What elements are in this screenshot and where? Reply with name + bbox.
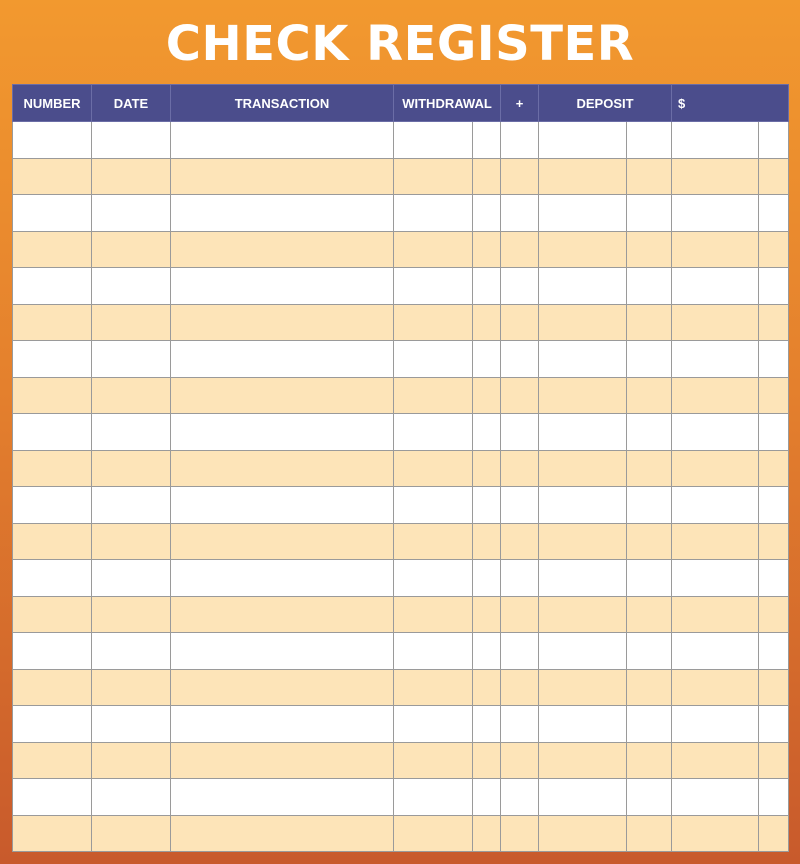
deposit-cents-cell[interactable]: [627, 596, 672, 633]
withdrawal-dollars-cell[interactable]: [394, 341, 473, 378]
balance-cents-cell[interactable]: [759, 633, 789, 670]
date-cell[interactable]: [92, 341, 171, 378]
transaction-cell[interactable]: [171, 487, 394, 524]
balance-dollars-cell[interactable]: [672, 742, 759, 779]
withdrawal-cents-cell[interactable]: [473, 158, 501, 195]
balance-cents-cell[interactable]: [759, 158, 789, 195]
plus-cell[interactable]: [501, 122, 539, 159]
deposit-dollars-cell[interactable]: [539, 195, 627, 232]
deposit-cents-cell[interactable]: [627, 779, 672, 816]
deposit-cents-cell[interactable]: [627, 633, 672, 670]
deposit-dollars-cell[interactable]: [539, 377, 627, 414]
plus-cell[interactable]: [501, 304, 539, 341]
register-row: [13, 158, 789, 195]
date-cell[interactable]: [92, 304, 171, 341]
withdrawal-dollars-cell[interactable]: [394, 377, 473, 414]
number-cell[interactable]: [13, 779, 92, 816]
check-register-table: [12, 84, 789, 852]
date-cell[interactable]: [92, 523, 171, 560]
plus-cell[interactable]: [501, 706, 539, 743]
register-row: [13, 742, 789, 779]
deposit-dollars-cell[interactable]: [539, 560, 627, 597]
register-row: [13, 341, 789, 378]
balance-cents-cell[interactable]: [759, 195, 789, 232]
number-cell[interactable]: [13, 706, 92, 743]
balance-dollars-cell[interactable]: [672, 158, 759, 195]
balance-dollars-cell[interactable]: [672, 779, 759, 816]
deposit-dollars-cell[interactable]: [539, 815, 627, 852]
date-cell[interactable]: [92, 487, 171, 524]
number-cell[interactable]: [13, 195, 92, 232]
number-cell[interactable]: [13, 158, 92, 195]
date-cell[interactable]: [92, 414, 171, 451]
balance-cents-cell[interactable]: [759, 450, 789, 487]
withdrawal-cents-cell[interactable]: [473, 231, 501, 268]
number-cell[interactable]: [13, 742, 92, 779]
register-row: [13, 195, 789, 232]
number-cell[interactable]: [13, 669, 92, 706]
number-cell[interactable]: [13, 304, 92, 341]
transaction-cell[interactable]: [171, 779, 394, 816]
withdrawal-cents-cell[interactable]: [473, 195, 501, 232]
register-row: [13, 377, 789, 414]
balance-dollars-cell[interactable]: [672, 195, 759, 232]
balance-dollars-cell[interactable]: [672, 633, 759, 670]
deposit-cents-cell[interactable]: [627, 706, 672, 743]
balance-cents-cell[interactable]: [759, 523, 789, 560]
deposit-dollars-cell[interactable]: [539, 706, 627, 743]
withdrawal-dollars-cell[interactable]: [394, 669, 473, 706]
number-cell[interactable]: [13, 450, 92, 487]
number-cell[interactable]: [13, 414, 92, 451]
transaction-cell[interactable]: [171, 122, 394, 159]
withdrawal-cents-cell[interactable]: [473, 742, 501, 779]
register-row: [13, 231, 789, 268]
deposit-cents-cell[interactable]: [627, 377, 672, 414]
deposit-cents-cell[interactable]: [627, 158, 672, 195]
withdrawal-dollars-cell[interactable]: [394, 268, 473, 305]
withdrawal-cents-cell[interactable]: [473, 596, 501, 633]
balance-dollars-cell[interactable]: [672, 669, 759, 706]
balance-cents-cell[interactable]: [759, 231, 789, 268]
deposit-cents-cell[interactable]: [627, 341, 672, 378]
number-cell[interactable]: [13, 231, 92, 268]
date-cell[interactable]: [92, 122, 171, 159]
balance-dollars-cell[interactable]: [672, 414, 759, 451]
header-transaction: TRANSACTION: [171, 85, 394, 122]
withdrawal-cents-cell[interactable]: [473, 523, 501, 560]
plus-cell[interactable]: [501, 414, 539, 451]
transaction-cell[interactable]: [171, 706, 394, 743]
withdrawal-dollars-cell[interactable]: [394, 304, 473, 341]
date-cell[interactable]: [92, 268, 171, 305]
withdrawal-dollars-cell[interactable]: [394, 414, 473, 451]
date-cell[interactable]: [92, 633, 171, 670]
deposit-cents-cell[interactable]: [627, 487, 672, 524]
balance-cents-cell[interactable]: [759, 304, 789, 341]
balance-dollars-cell[interactable]: [672, 450, 759, 487]
plus-cell[interactable]: [501, 377, 539, 414]
transaction-cell[interactable]: [171, 669, 394, 706]
plus-cell[interactable]: [501, 596, 539, 633]
balance-dollars-cell[interactable]: [672, 377, 759, 414]
balance-dollars-cell[interactable]: [672, 815, 759, 852]
withdrawal-dollars-cell[interactable]: [394, 158, 473, 195]
date-cell[interactable]: [92, 815, 171, 852]
number-cell[interactable]: [13, 377, 92, 414]
balance-dollars-cell[interactable]: [672, 231, 759, 268]
withdrawal-dollars-cell[interactable]: [394, 450, 473, 487]
transaction-cell[interactable]: [171, 560, 394, 597]
register-row: [13, 450, 789, 487]
number-cell[interactable]: [13, 596, 92, 633]
plus-cell[interactable]: [501, 779, 539, 816]
number-cell[interactable]: [13, 815, 92, 852]
number-cell[interactable]: [13, 560, 92, 597]
withdrawal-cents-cell[interactable]: [473, 560, 501, 597]
withdrawal-dollars-cell[interactable]: [394, 523, 473, 560]
withdrawal-cents-cell[interactable]: [473, 706, 501, 743]
withdrawal-dollars-cell[interactable]: [394, 815, 473, 852]
plus-cell[interactable]: [501, 231, 539, 268]
withdrawal-dollars-cell[interactable]: [394, 779, 473, 816]
deposit-dollars-cell[interactable]: [539, 341, 627, 378]
deposit-cents-cell[interactable]: [627, 450, 672, 487]
register-row: [13, 487, 789, 524]
header-balance: $: [672, 85, 789, 122]
transaction-cell[interactable]: [171, 377, 394, 414]
plus-cell[interactable]: [501, 158, 539, 195]
plus-cell[interactable]: [501, 742, 539, 779]
deposit-cents-cell[interactable]: [627, 122, 672, 159]
withdrawal-cents-cell[interactable]: [473, 304, 501, 341]
register-row: [13, 523, 789, 560]
number-cell[interactable]: [13, 268, 92, 305]
plus-cell[interactable]: [501, 341, 539, 378]
transaction-cell[interactable]: [171, 268, 394, 305]
register-row: [13, 304, 789, 341]
plus-cell[interactable]: [501, 450, 539, 487]
date-cell[interactable]: [92, 195, 171, 232]
withdrawal-dollars-cell[interactable]: [394, 231, 473, 268]
balance-cents-cell[interactable]: [759, 669, 789, 706]
deposit-dollars-cell[interactable]: [539, 742, 627, 779]
withdrawal-dollars-cell[interactable]: [394, 596, 473, 633]
date-cell[interactable]: [92, 158, 171, 195]
balance-cents-cell[interactable]: [759, 414, 789, 451]
deposit-dollars-cell[interactable]: [539, 450, 627, 487]
balance-cents-cell[interactable]: [759, 706, 789, 743]
deposit-dollars-cell[interactable]: [539, 633, 627, 670]
balance-dollars-cell[interactable]: [672, 487, 759, 524]
withdrawal-dollars-cell[interactable]: [394, 487, 473, 524]
deposit-dollars-cell[interactable]: [539, 268, 627, 305]
number-cell[interactable]: [13, 523, 92, 560]
register-row: [13, 669, 789, 706]
withdrawal-cents-cell[interactable]: [473, 122, 501, 159]
deposit-dollars-cell[interactable]: [539, 122, 627, 159]
transaction-cell[interactable]: [171, 742, 394, 779]
plus-cell[interactable]: [501, 195, 539, 232]
plus-cell[interactable]: [501, 487, 539, 524]
withdrawal-dollars-cell[interactable]: [394, 706, 473, 743]
deposit-dollars-cell[interactable]: [539, 596, 627, 633]
withdrawal-dollars-cell[interactable]: [394, 560, 473, 597]
deposit-dollars-cell[interactable]: [539, 669, 627, 706]
number-cell[interactable]: [13, 341, 92, 378]
deposit-dollars-cell[interactable]: [539, 158, 627, 195]
register-row: [13, 268, 789, 305]
register-row: [13, 560, 789, 597]
withdrawal-dollars-cell[interactable]: [394, 633, 473, 670]
date-cell[interactable]: [92, 560, 171, 597]
withdrawal-cents-cell[interactable]: [473, 633, 501, 670]
balance-dollars-cell[interactable]: [672, 596, 759, 633]
date-cell[interactable]: [92, 706, 171, 743]
transaction-cell[interactable]: [171, 195, 394, 232]
transaction-cell[interactable]: [171, 304, 394, 341]
withdrawal-cents-cell[interactable]: [473, 815, 501, 852]
header-date: DATE: [92, 85, 171, 122]
header-row: [13, 85, 789, 122]
plus-cell[interactable]: [501, 268, 539, 305]
deposit-cents-cell[interactable]: [627, 669, 672, 706]
register-body: [13, 122, 789, 852]
balance-dollars-cell[interactable]: [672, 706, 759, 743]
withdrawal-cents-cell[interactable]: [473, 268, 501, 305]
deposit-dollars-cell[interactable]: [539, 779, 627, 816]
transaction-cell[interactable]: [171, 633, 394, 670]
plus-cell[interactable]: [501, 815, 539, 852]
date-cell[interactable]: [92, 596, 171, 633]
withdrawal-dollars-cell[interactable]: [394, 195, 473, 232]
balance-cents-cell[interactable]: [759, 268, 789, 305]
deposit-dollars-cell[interactable]: [539, 487, 627, 524]
withdrawal-cents-cell[interactable]: [473, 414, 501, 451]
register-row: [13, 122, 789, 159]
deposit-cents-cell[interactable]: [627, 742, 672, 779]
number-cell[interactable]: [13, 122, 92, 159]
transaction-cell[interactable]: [171, 815, 394, 852]
withdrawal-cents-cell[interactable]: [473, 450, 501, 487]
transaction-cell[interactable]: [171, 231, 394, 268]
withdrawal-cents-cell[interactable]: [473, 377, 501, 414]
balance-dollars-cell[interactable]: [672, 304, 759, 341]
deposit-cents-cell[interactable]: [627, 815, 672, 852]
deposit-cents-cell[interactable]: [627, 231, 672, 268]
deposit-dollars-cell[interactable]: [539, 231, 627, 268]
balance-dollars-cell[interactable]: [672, 560, 759, 597]
balance-dollars-cell[interactable]: [672, 268, 759, 305]
header-plus: +: [501, 85, 539, 122]
withdrawal-cents-cell[interactable]: [473, 669, 501, 706]
withdrawal-dollars-cell[interactable]: [394, 122, 473, 159]
register-row: [13, 596, 789, 633]
date-cell[interactable]: [92, 669, 171, 706]
transaction-cell[interactable]: [171, 414, 394, 451]
register-row: [13, 815, 789, 852]
withdrawal-dollars-cell[interactable]: [394, 742, 473, 779]
deposit-cents-cell[interactable]: [627, 304, 672, 341]
page-title: CHECK REGISTER: [165, 16, 635, 72]
header-withdrawal: WITHDRAWAL: [394, 85, 501, 122]
balance-cents-cell[interactable]: [759, 779, 789, 816]
plus-cell[interactable]: [501, 633, 539, 670]
transaction-cell[interactable]: [171, 523, 394, 560]
register-row: [13, 633, 789, 670]
transaction-cell[interactable]: [171, 158, 394, 195]
header-number: NUMBER: [13, 85, 92, 122]
deposit-cents-cell[interactable]: [627, 195, 672, 232]
balance-cents-cell[interactable]: [759, 742, 789, 779]
date-cell[interactable]: [92, 450, 171, 487]
balance-cents-cell[interactable]: [759, 341, 789, 378]
transaction-cell[interactable]: [171, 341, 394, 378]
date-cell[interactable]: [92, 742, 171, 779]
deposit-dollars-cell[interactable]: [539, 304, 627, 341]
register-row: [13, 779, 789, 816]
balance-dollars-cell[interactable]: [672, 341, 759, 378]
balance-cents-cell[interactable]: [759, 377, 789, 414]
plus-cell[interactable]: [501, 523, 539, 560]
header-deposit: DEPOSIT: [539, 85, 672, 122]
withdrawal-cents-cell[interactable]: [473, 779, 501, 816]
deposit-dollars-cell[interactable]: [539, 523, 627, 560]
balance-cents-cell[interactable]: [759, 560, 789, 597]
withdrawal-cents-cell[interactable]: [473, 341, 501, 378]
deposit-cents-cell[interactable]: [627, 523, 672, 560]
deposit-dollars-cell[interactable]: [539, 414, 627, 451]
deposit-cents-cell[interactable]: [627, 414, 672, 451]
balance-cents-cell[interactable]: [759, 815, 789, 852]
plus-cell[interactable]: [501, 669, 539, 706]
transaction-cell[interactable]: [171, 450, 394, 487]
deposit-cents-cell[interactable]: [627, 268, 672, 305]
register-row: [13, 414, 789, 451]
balance-dollars-cell[interactable]: [672, 122, 759, 159]
date-cell[interactable]: [92, 231, 171, 268]
number-cell[interactable]: [13, 487, 92, 524]
date-cell[interactable]: [92, 779, 171, 816]
plus-cell[interactable]: [501, 560, 539, 597]
withdrawal-cents-cell[interactable]: [473, 487, 501, 524]
balance-dollars-cell[interactable]: [672, 523, 759, 560]
number-cell[interactable]: [13, 633, 92, 670]
register-row: [13, 706, 789, 743]
balance-cents-cell[interactable]: [759, 122, 789, 159]
deposit-cents-cell[interactable]: [627, 560, 672, 597]
date-cell[interactable]: [92, 377, 171, 414]
balance-cents-cell[interactable]: [759, 487, 789, 524]
balance-cents-cell[interactable]: [759, 596, 789, 633]
transaction-cell[interactable]: [171, 596, 394, 633]
